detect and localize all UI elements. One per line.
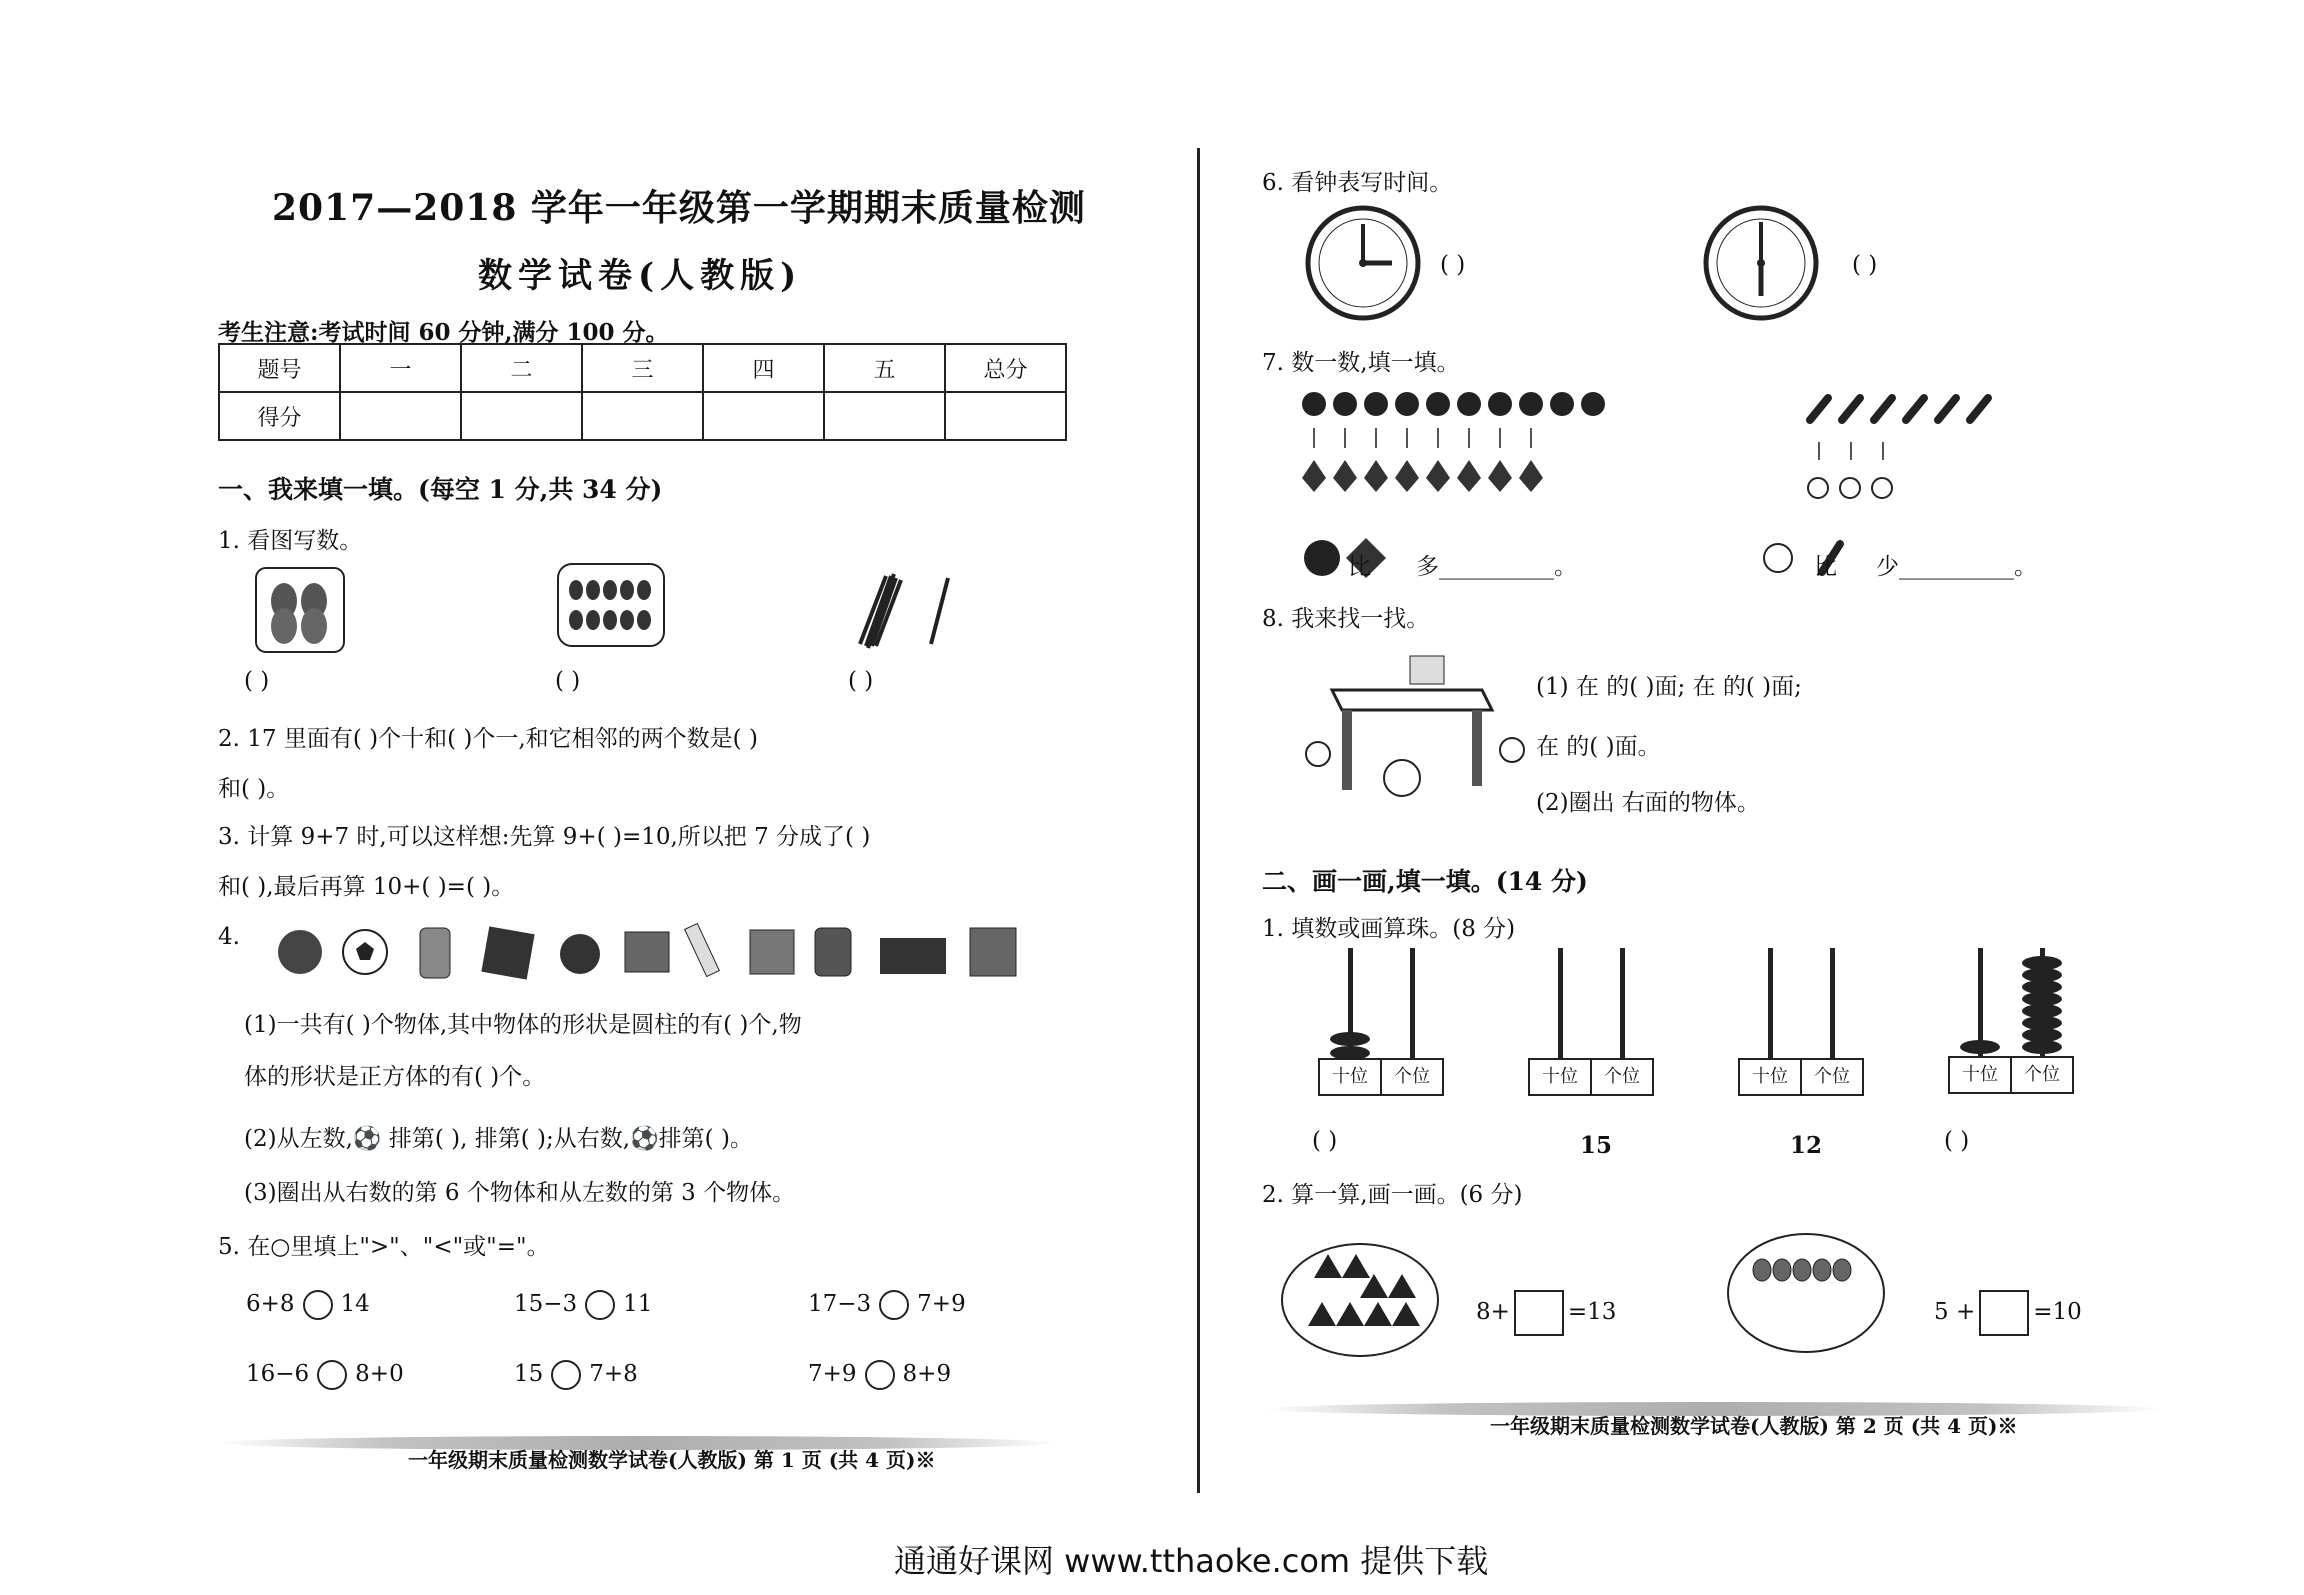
rubik-cube-icon	[750, 930, 794, 974]
sticks-picture	[846, 566, 956, 652]
right-page	[1200, 0, 2304, 1500]
score-cell[interactable]	[340, 392, 461, 440]
score-cell[interactable]	[945, 392, 1066, 440]
equation-1-right: =13	[1567, 1299, 1617, 1325]
tin-can-icon	[815, 928, 851, 976]
leaf-icon	[1302, 460, 1543, 492]
q5-item-2	[514, 1290, 652, 1320]
ones-label: 个位	[1800, 1058, 1864, 1096]
q3-line-2: 和( ),最后再算 10+( )=( )。	[218, 874, 515, 900]
q4-1-line-1: (1)一共有( )个物体,其中物体的形状是圆柱的有( )个,物	[244, 1012, 802, 1038]
answer-box[interactable]	[1979, 1290, 2029, 1336]
soccer-ball-icon	[1500, 738, 1524, 762]
q7-peppers-monkeys	[1800, 386, 2020, 526]
pepper-icon	[1810, 398, 1988, 420]
exam-subtitle: 数学试卷(人教版)	[478, 256, 803, 296]
section-1-heading: 一、我来填一填。(每空 1 分,共 34 分)	[218, 475, 663, 504]
strawberry-icon	[569, 580, 651, 630]
basketball-icon	[278, 930, 322, 974]
equation-2-right: =10	[2033, 1299, 2082, 1325]
cube-block-icon	[970, 928, 1016, 976]
q4-3-line: (3)圈出从右数的第 6 个物体和从左数的第 3 个物体。	[244, 1180, 796, 1206]
table-cell: 二	[461, 344, 582, 392]
compare-circle[interactable]	[879, 1290, 909, 1320]
answer-box[interactable]	[1514, 1290, 1564, 1336]
abacus-1-value[interactable]: ( )	[1312, 1128, 1338, 1154]
q6-answer-blank-2[interactable]: ( )	[1852, 252, 1878, 278]
single-stick-icon	[931, 578, 948, 644]
q5-item-1	[246, 1290, 370, 1320]
potatoes-picture	[254, 566, 346, 654]
abacus-2-value: 15	[1580, 1132, 1613, 1159]
equation-1-left: 8+	[1476, 1299, 1510, 1325]
bead-icon	[2022, 1040, 2062, 1054]
q4-objects-row	[270, 918, 1030, 986]
score-table-score-row	[219, 392, 1066, 440]
left-footer: 一年级期末质量检测数学试卷(人教版) 第 1 页 (共 4 页)※	[408, 1448, 936, 1472]
score-table-header-row	[219, 344, 1066, 392]
q5-item-3	[808, 1290, 966, 1320]
abacus-3-value: 12	[1790, 1132, 1823, 1159]
compare-circle[interactable]	[585, 1290, 615, 1320]
potato-icon	[301, 608, 327, 644]
q7-a-compare-word: 比	[1348, 554, 1371, 580]
q1-answer-blank-3[interactable]: ( )	[848, 668, 874, 694]
flower-icon	[1302, 392, 1605, 416]
q5-prompt: 5. 在○里填上">"、"<"或"="。	[218, 1234, 550, 1260]
table-cell: 五	[824, 344, 945, 392]
ones-rod[interactable]	[1830, 948, 1835, 1058]
q4-label: 4.	[218, 924, 240, 950]
q5-right-expr: 8+9	[902, 1361, 952, 1387]
compare-circle[interactable]	[317, 1360, 347, 1390]
q5-left-expr: 6+8	[246, 1291, 295, 1317]
ones-label: 个位	[2010, 1056, 2074, 1094]
q5-left-expr: 7+9	[808, 1361, 857, 1387]
q5-right-expr: 7+8	[589, 1361, 638, 1387]
q7-a-answer[interactable]: 多__________。	[1416, 554, 1577, 580]
box-icon	[625, 932, 669, 972]
compare-circle[interactable]	[551, 1360, 581, 1390]
pencil-icon	[685, 923, 720, 976]
equation-1	[1476, 1290, 1616, 1336]
flower-compare-icon	[1300, 534, 1390, 580]
table-cell: 三	[582, 344, 703, 392]
q8-2-line: (2)圈出 右面的物体。	[1536, 790, 1760, 816]
tens-rod[interactable]	[1558, 948, 1563, 1058]
lamp-icon	[1410, 656, 1444, 684]
q8-prompt: 8. 我来找一找。	[1262, 606, 1430, 632]
q8-scene	[1292, 650, 1532, 820]
q7-b-compare-word: 比	[1814, 554, 1837, 580]
bead-icon	[1330, 1032, 1370, 1046]
q3-line-1: 3. 计算 9+7 时,可以这样想:先算 9+( )=10,所以把 7 分成了( )	[218, 824, 871, 850]
tens-label: 十位	[1318, 1058, 1382, 1096]
q5-right-expr: 7+9	[917, 1291, 966, 1317]
ones-rod	[1410, 948, 1415, 1058]
q2-line-1: 2. 17 里面有( )个十和( )个一,和它相邻的两个数是( )	[218, 726, 758, 752]
q6-prompt: 6. 看钟表写时间。	[1262, 170, 1453, 196]
potato-icon	[271, 608, 297, 644]
triangles-oval	[1278, 1240, 1442, 1360]
table-cell: 得分	[219, 392, 340, 440]
bead-dot-icon	[1753, 1259, 1851, 1281]
compare-circle[interactable]	[303, 1290, 333, 1320]
table-cell: 题号	[219, 344, 340, 392]
q4-2-line: (2)从左数,⚽ 排第( ), 排第( );从右数,⚽排第( )。	[244, 1126, 753, 1152]
score-cell[interactable]	[824, 392, 945, 440]
q5-right-expr: 14	[340, 1291, 370, 1317]
q1-answer-blank-1[interactable]: ( )	[244, 668, 270, 694]
monkey-icon	[1808, 478, 1892, 498]
tens-rod[interactable]	[1768, 948, 1773, 1058]
stick-bundle-icon	[860, 574, 901, 648]
q5-item-6	[808, 1360, 951, 1390]
equation-2	[1934, 1290, 2082, 1336]
tens-label: 十位	[1948, 1056, 2012, 1094]
score-cell[interactable]	[461, 392, 582, 440]
clock-3-oclock	[1304, 204, 1422, 322]
q5-left-expr: 15−3	[514, 1291, 578, 1317]
q5-item-5	[514, 1360, 638, 1390]
table-cell: 一	[340, 344, 461, 392]
s2-q1-prompt: 1. 填数或画算珠。(8 分)	[1262, 916, 1516, 942]
q8-1-line-2: 在 的( )面。	[1536, 734, 1661, 760]
q8-1-line-1: (1) 在 的( )面; 在 的( )面;	[1536, 674, 1802, 700]
q5-right-expr: 11	[623, 1291, 653, 1317]
q2-line-2: 和( )。	[218, 776, 290, 802]
q5-left-expr: 17−3	[808, 1291, 872, 1317]
q4-1-line-2: 体的形状是正方体的有( )个。	[244, 1064, 546, 1090]
q5-item-4	[246, 1360, 404, 1390]
exam-notice: 考生注意:考试时间 60 分钟,满分 100 分。	[218, 319, 669, 346]
ball-icon	[560, 934, 600, 974]
compare-circle[interactable]	[865, 1360, 895, 1390]
q1-prompt: 1. 看图写数。	[218, 528, 363, 554]
q7-flowers-leaves	[1300, 388, 1640, 498]
cube-icon	[481, 926, 534, 979]
q1-answer-blank-2[interactable]: ( )	[555, 668, 581, 694]
q7-prompt: 7. 数一数,填一填。	[1262, 350, 1460, 376]
q5-left-expr: 15	[514, 1361, 544, 1387]
abacus-4-value[interactable]: ( )	[1944, 1128, 1970, 1154]
cat-icon	[1384, 760, 1420, 796]
tens-label: 十位	[1528, 1058, 1592, 1096]
score-cell[interactable]	[703, 392, 824, 440]
score-table	[218, 343, 1067, 441]
q6-answer-blank-1[interactable]: ( )	[1440, 252, 1466, 278]
equation-2-left: 5 +	[1934, 1299, 1976, 1325]
table-cell: 四	[703, 344, 824, 392]
download-credit: 通通好课网 www.tthaoke.com 提供下载	[894, 1542, 1489, 1580]
score-cell[interactable]	[582, 392, 703, 440]
ones-rod[interactable]	[1620, 948, 1625, 1058]
exam-title: 2017—2018 学年一年级第一学期期末质量检测	[272, 187, 1086, 229]
table-icon	[1332, 690, 1492, 710]
cuboid-box-icon	[880, 938, 946, 974]
ones-label: 个位	[1590, 1058, 1654, 1096]
table-cell: 总分	[945, 344, 1066, 392]
q5-right-expr: 8+0	[355, 1361, 404, 1387]
left-page	[0, 0, 1200, 1500]
bead-icon	[1960, 1040, 2000, 1054]
section-2-heading: 二、画一画,填一填。(14 分)	[1262, 867, 1588, 896]
q5-left-expr: 16−6	[246, 1361, 310, 1387]
tens-label: 十位	[1738, 1058, 1802, 1096]
s2-q2-prompt: 2. 算一算,画一画。(6 分)	[1262, 1182, 1523, 1208]
q7-b-answer[interactable]: 少__________。	[1876, 554, 2037, 580]
strawberries-picture	[556, 562, 666, 648]
cylinder-can-icon	[420, 928, 450, 978]
ones-label: 个位	[1380, 1058, 1444, 1096]
dots-oval	[1724, 1230, 1888, 1356]
dog-icon	[1306, 742, 1330, 766]
clock-6-oclock	[1702, 204, 1820, 322]
right-footer: 一年级期末质量检测数学试卷(人教版) 第 2 页 (共 4 页)※	[1490, 1414, 2018, 1438]
